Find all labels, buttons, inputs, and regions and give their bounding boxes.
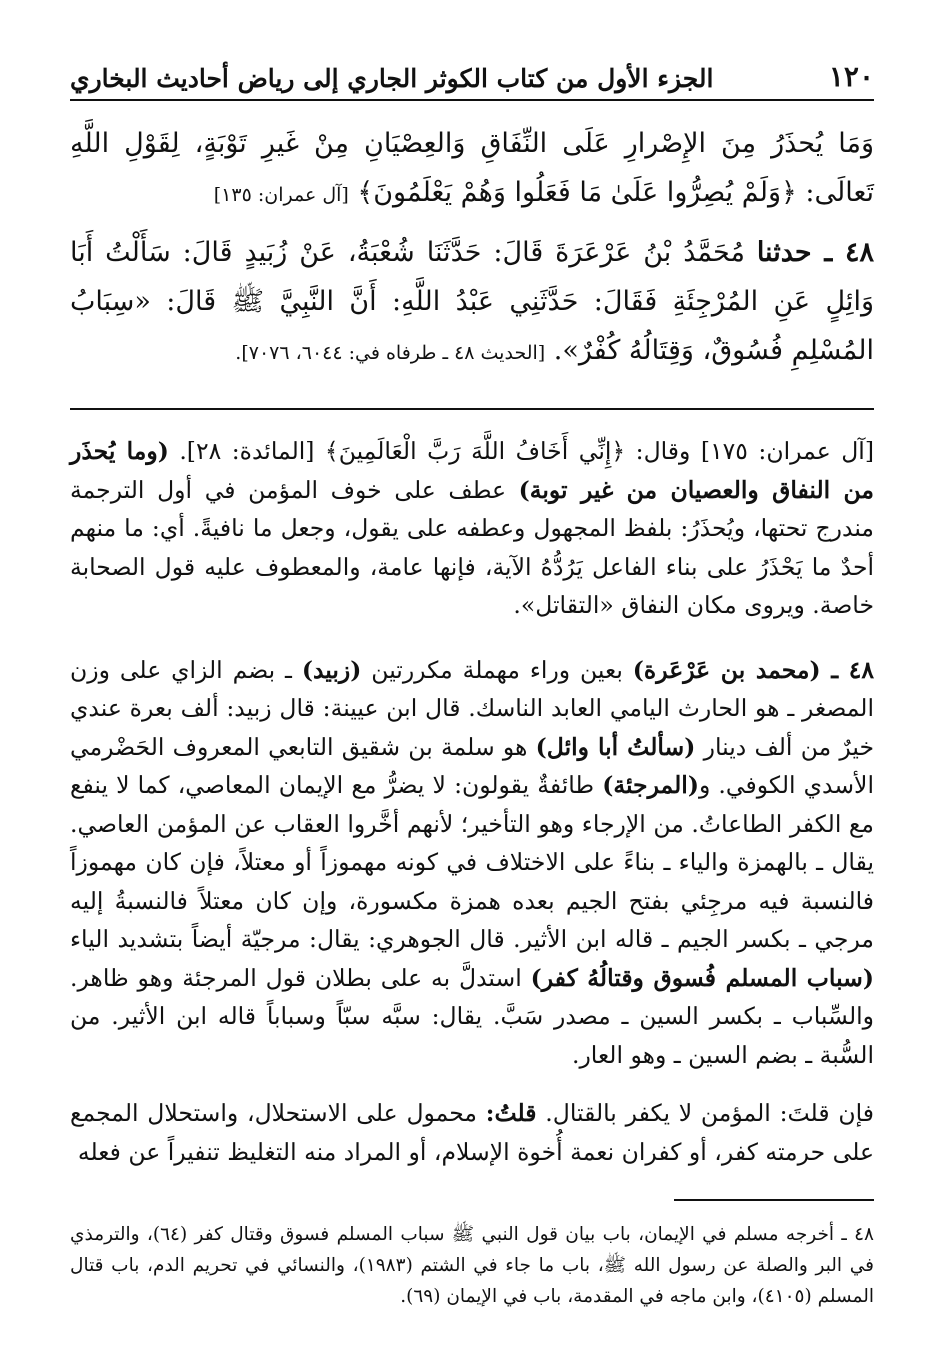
commentary-section bbox=[70, 432, 874, 1171]
commentary-text: بعين وراء مهملة مكررتين bbox=[361, 655, 633, 684]
commentary-text: هو سلمة بن شقيق التابعي المعروف الحَضْرمي الأسدي الكوفي. و bbox=[70, 732, 874, 799]
commentary-text: محمول على الاستحلال، واستحلال المجمع على حرمته كفر، أو كفران نعمة أُخوة الإسلام، أو المراد منه التغليظ تنفيراً عن فعله bbox=[70, 1099, 874, 1166]
commentary-lemma: (سألتُ أبا وائل) bbox=[535, 732, 696, 761]
footnote-48: ٤٨ ـ أخرجه مسلم في الإيمان، باب بيان قول النبي ﷺ سباب المسلم فسوق وقتال كفر (٦٤)، والترمذي في البر والصلة عن رسول الله ﷺ، باب ما جاء في الشتم (١٩٨٣)، والنسائي في تحريم الدم، باب قتال المسلم (٤١٠٥)، وابن ماجه في المقدمة، باب في الإيمان (٦٩). bbox=[70, 1224, 874, 1307]
commentary-lemma: (سباب المسلم فُسوق وقتالُهُ كفر) bbox=[530, 963, 874, 992]
footnote-divider bbox=[674, 1199, 874, 1201]
commentary-lemma: (المرجئة) bbox=[602, 771, 699, 799]
commentary-text: استدلَّ به على بطلان قول المرجئة وهو ظاهر. والسِّباب ـ بكسر السين ـ مصدر سَبَّ. يقال: سبَّه سبّاً وسباباً قاله ابن الأثير. من السُّبة ـ بضم السين ـ وهو العار. bbox=[70, 963, 874, 1069]
hadith-body: مُحَمَّدُ بْنُ عَرْعَرَةَ قَالَ: حَدَّثَنَا شُعْبَةُ، عَنْ زُبَيدٍ قَالَ: سَأَلْتُ أَبَا وَائِلٍ عَنِ المُرْجِئَةِ فَقَالَ: حَدَّثَنِي عَبْدُ اللَّهِ: أَنَّ النَّبِيَّ ﷺ قَالَ: «سِبَابُ المُسْلِمِ فُسُوقٌ، وَقِتَالُهُ كُفْرٌ». bbox=[70, 237, 874, 366]
running-title: الجزء الأول من كتاب الكوثر الجاري إلى رياض أحاديث البخاري bbox=[70, 64, 714, 93]
commentary-paragraph-2 bbox=[70, 651, 874, 1075]
commentary-lemma: قلتُ: bbox=[485, 1099, 537, 1127]
commentary-paragraph-1 bbox=[70, 432, 874, 625]
commentary-paragraph-3 bbox=[70, 1094, 874, 1171]
hadith-number: ٤٨ ـ حدثنا bbox=[756, 237, 874, 268]
footnotes bbox=[70, 1219, 874, 1312]
page-number: ١٢٠ bbox=[828, 60, 874, 93]
commentary-text: عطف على خوف المؤمن في أول الترجمة مندرج تحتها، ويُحذَرُ: بلفظ المجهول وعطفه على يقول، وجعل ما نافيةً. أي: ما منهم أحدٌ ما يَحْذَرُ على بناء الفاعل يَرُدُّهُ الآية، فإنها عامة، والمعطوف عليه قول الصحابة خاصة. ويروى مكان النفاق «التقاتل». bbox=[70, 475, 874, 619]
chapter-quran-ref: [آل عمران: ١٣٥] bbox=[213, 184, 349, 206]
chapter-text: وَمَا يُحذَرُ مِنَ الإِصْرارِ عَلَى النِّفَاقِ وَالعِصْيَانِ مِنْ غَيرِ تَوْبَةٍ، لِقَوْلِ اللَّهِ تَعالَى: ﴿وَلَمْ يُصِرُّوا عَلَىٰ مَا فَعَلُوا وَهُمْ يَعْلَمُونَ﴾ bbox=[70, 128, 874, 208]
commentary-lemma: (زبيد) bbox=[301, 655, 362, 684]
chapter-heading bbox=[70, 119, 874, 220]
commentary-lemma: ٤٨ ـ (محمد بن عَرْعَرة) bbox=[632, 655, 874, 684]
commentary-text: طائفةٌ يقولون: لا يضرُّ مع الإيمان المعاصي، كما لا ينفع مع الكفر الطاعاتُ. من الإرجاء وهو التأخير؛ لأنهم أخَّروا العقاب عن المؤمن العاصي. يقال ـ بالهمزة والياء ـ بناءً على الاختلاف في كونه مهموزاً أو معتلاً، فإن كان مهموزاً فالنسبة فيه مرجِئي بفتح الجيم بعده همزة مكسورة، وإن كان معتلاً فالنسبةُ إليه مرجي ـ بكسر الجيم ـ قاله ابن الأثير. قال الجوهري: يقال: مرجيّة أيضاً بتشديد الياء bbox=[70, 771, 874, 953]
section-divider bbox=[70, 408, 874, 410]
page-header bbox=[70, 60, 874, 101]
commentary-text: ـ بضم الزاي على وزن المصغر ـ هو الحارث اليامي العابد الناسك. قال ابن عيينة: قال زبيد: ألف بعرة عندي خيرٌ من ألف دينار bbox=[70, 655, 875, 761]
commentary-text: فإن قلتَ: المؤمن لا يكفر بالقتال. bbox=[536, 1099, 874, 1127]
hadith-48 bbox=[70, 228, 874, 378]
commentary-text: [آل عمران: ١٧٥] وقال: ﴿إِنِّي أَخَافُ اللَّهَ رَبَّ الْعَالَمِينَ﴾ [المائدة: ٢٨]. bbox=[168, 437, 874, 465]
hadith-section bbox=[70, 119, 874, 378]
commentary-lemma: (وما يُحذَر من النفاق والعصيان من غير توبة) bbox=[70, 437, 874, 504]
hadith-cross-ref: [الحديث ٤٨ ـ طرفاه في: ٦٠٤٤، ٧٠٧٦]. bbox=[235, 342, 546, 364]
